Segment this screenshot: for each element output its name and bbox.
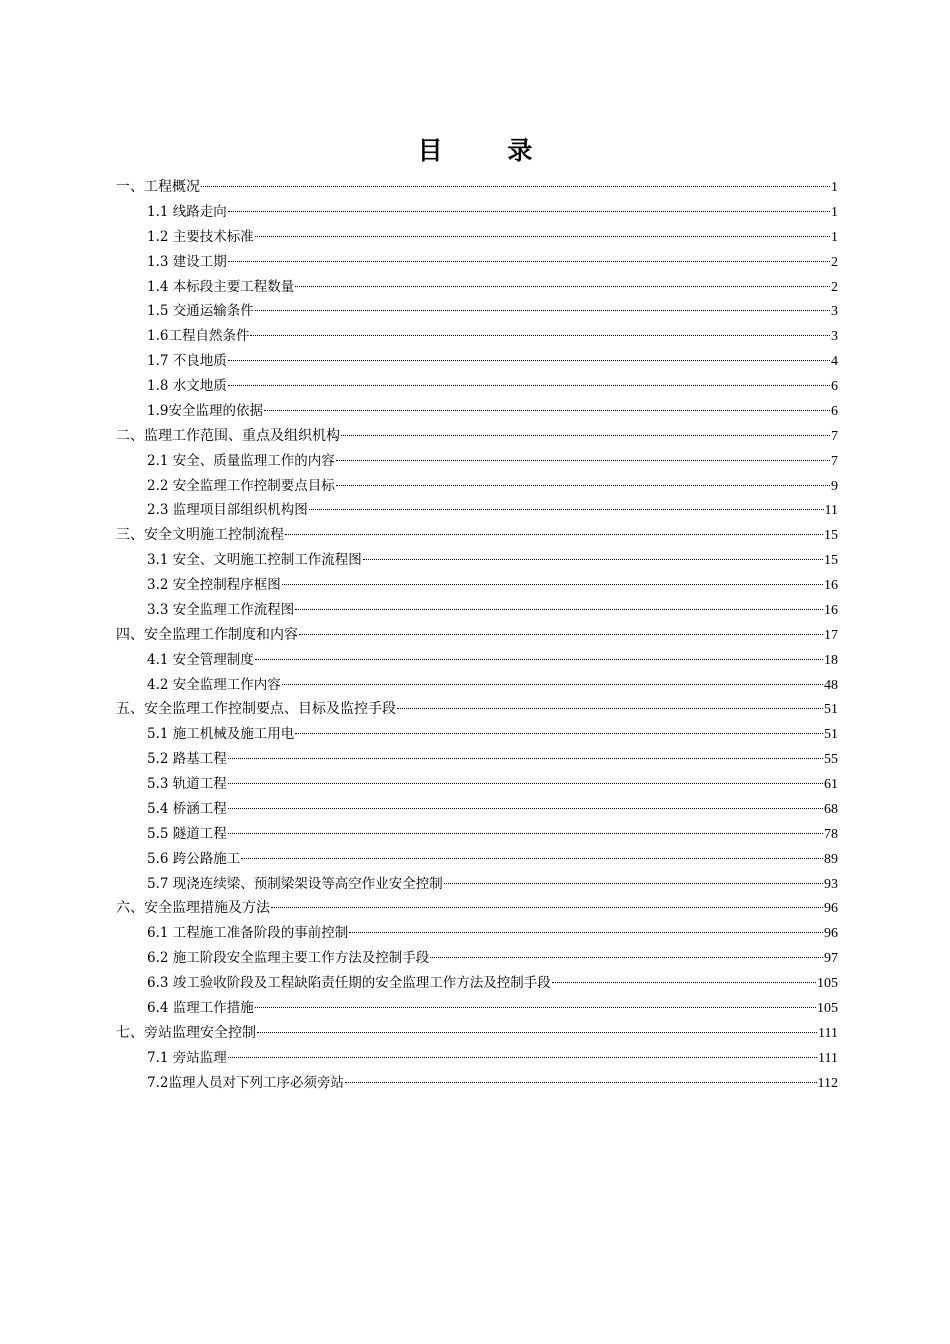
toc-chapter-entry[interactable] <box>116 424 838 449</box>
toc-dot-leader <box>201 186 830 187</box>
toc-dot-leader <box>295 286 830 287</box>
toc-section-entry[interactable] <box>116 772 838 797</box>
toc-section-entry[interactable] <box>116 946 838 971</box>
toc-dot-leader <box>336 485 830 486</box>
toc-section-entry[interactable] <box>116 747 838 772</box>
toc-entry-label: 2.2 安全监理工作控制要点目标 <box>147 477 335 494</box>
toc-chapter-entry[interactable] <box>116 523 838 548</box>
toc-page-number: 16 <box>824 578 838 593</box>
toc-dot-leader <box>295 609 823 610</box>
toc-section-entry[interactable] <box>116 250 838 275</box>
toc-dot-leader <box>250 335 830 336</box>
toc-page-number: 17 <box>824 627 838 643</box>
toc-entry-label: 5.3 轨道工程 <box>147 776 227 792</box>
toc-entry-label: 五、安全监理工作控制要点、目标及监控手段 <box>116 701 396 718</box>
toc-entry-label: 1.4 本标段主要工程数量 <box>147 278 295 295</box>
toc-section-entry[interactable] <box>116 498 838 523</box>
toc-page-number: 78 <box>824 826 838 842</box>
toc-chapter-entry[interactable] <box>116 175 838 200</box>
toc-entry-label: 七、旁站监理安全控制 <box>116 1024 256 1041</box>
toc-page-number: 6 <box>831 379 838 394</box>
toc-dot-leader <box>228 1057 817 1058</box>
toc-section-entry[interactable] <box>116 449 838 474</box>
toc-section-entry[interactable] <box>116 200 838 225</box>
toc-section-entry[interactable] <box>116 324 838 349</box>
toc-page-number: 111 <box>818 1050 838 1066</box>
toc-page-number: 11 <box>824 503 838 519</box>
toc-dot-leader <box>228 758 823 759</box>
toc-dot-leader <box>241 858 823 859</box>
toc-page-number: 1 <box>831 204 838 220</box>
toc-entry-label: 2.1 安全、质量监理工作的内容 <box>147 452 335 469</box>
toc-section-entry[interactable] <box>116 399 838 424</box>
toc-dot-leader <box>349 932 823 933</box>
toc-section-entry[interactable] <box>116 598 838 623</box>
toc-dot-leader <box>228 360 830 361</box>
toc-dot-leader <box>444 883 823 884</box>
toc-dot-leader <box>341 435 830 436</box>
toc-entry-label: 一、工程概况 <box>116 179 200 195</box>
toc-entry-label: 5.2 路基工程 <box>147 751 227 768</box>
toc-entry-label: 5.7 现浇连续梁、预制梁架设等高空作业安全控制 <box>147 875 443 892</box>
toc-chapter-entry[interactable] <box>116 623 838 648</box>
toc-page-number: 93 <box>824 876 838 892</box>
toc-page-number: 68 <box>824 801 838 817</box>
toc-dot-leader <box>255 1007 816 1008</box>
toc-entry-label: 6.2 施工阶段安全监理主要工作方法及控制手段 <box>147 950 430 967</box>
toc-dot-leader <box>363 559 823 560</box>
toc-section-entry[interactable] <box>116 225 838 250</box>
toc-dot-leader <box>228 261 830 262</box>
toc-section-entry[interactable] <box>116 573 838 598</box>
toc-section-entry[interactable] <box>116 349 838 374</box>
toc-dot-leader <box>295 733 823 734</box>
toc-entry-label: 四、安全监理工作制度和内容 <box>116 626 298 643</box>
toc-page-number: 2 <box>831 279 838 295</box>
toc-page-number: 51 <box>824 727 838 743</box>
toc-entry-label: 6.3 竣工验收阶段及工程缺陷责任期的安全监理工作方法及控制手段 <box>147 975 551 991</box>
toc-entry-label: 5.5 隧道工程 <box>147 825 227 842</box>
toc-page-number: 2 <box>831 254 838 270</box>
toc-dot-leader <box>228 385 830 386</box>
toc-page-number: 112 <box>817 1075 838 1091</box>
toc-entry-label: 7.2监理人员对下列工序必须旁站 <box>147 1074 344 1091</box>
toc-entry-label: 1.7 不良地质 <box>147 353 227 370</box>
toc-section-entry[interactable] <box>116 474 838 499</box>
toc-entry-label: 1.8 水文地质 <box>147 378 227 394</box>
toc-dot-leader <box>255 659 823 660</box>
toc-entry-label: 3.2 安全控制程序框图 <box>147 577 281 593</box>
toc-section-entry[interactable] <box>116 872 838 897</box>
toc-dot-leader <box>430 957 823 958</box>
toc-page-number: 7 <box>831 453 838 469</box>
toc-dot-leader <box>397 708 823 709</box>
toc-chapter-entry[interactable] <box>116 896 838 921</box>
toc-dot-leader <box>282 584 823 585</box>
toc-dot-leader <box>228 783 823 784</box>
toc-page-number: 48 <box>824 677 838 693</box>
toc-dot-leader <box>309 509 824 510</box>
toc-section-entry[interactable] <box>116 673 838 698</box>
toc-page-number: 1 <box>831 180 838 195</box>
toc-title: 目 录 <box>417 136 561 165</box>
toc-page-number: 4 <box>831 354 838 370</box>
toc-page-number: 16 <box>824 602 838 618</box>
toc-dot-leader <box>285 534 823 535</box>
toc-page-number: 7 <box>831 428 838 444</box>
toc-section-entry[interactable] <box>116 822 838 847</box>
toc-dot-leader <box>255 310 830 311</box>
toc-dot-leader <box>228 808 823 809</box>
toc-dot-leader <box>345 1082 817 1083</box>
toc-page-number: 6 <box>831 403 838 419</box>
toc-chapter-entry[interactable] <box>116 697 838 722</box>
toc-page-number: 105 <box>817 976 838 991</box>
toc-section-entry[interactable] <box>116 275 838 300</box>
toc-section-entry[interactable] <box>116 299 838 324</box>
toc-page-number: 96 <box>824 926 838 942</box>
toc-entry-label: 5.1 施工机械及施工用电 <box>147 726 295 743</box>
toc-entry-label: 4.1 安全管理制度 <box>147 651 254 668</box>
toc-dot-leader <box>228 211 830 212</box>
toc-page-number: 1 <box>831 229 838 245</box>
toc-dot-leader <box>228 833 823 834</box>
toc-page-number: 18 <box>824 652 838 668</box>
toc-section-entry[interactable] <box>116 847 838 872</box>
toc-dot-leader <box>282 684 823 685</box>
toc-dot-leader <box>271 907 823 908</box>
toc-section-entry[interactable] <box>116 548 838 573</box>
toc-entry-label: 1.2 主要技术标准 <box>147 228 254 245</box>
toc-chapter-entry[interactable] <box>116 1021 838 1046</box>
toc-page-number: 89 <box>824 851 838 867</box>
toc-entry-label: 5.4 桥涵工程 <box>147 800 227 817</box>
toc-page-number: 3 <box>831 329 838 345</box>
toc-entry-label: 7.1 旁站监理 <box>147 1049 227 1066</box>
toc-page-number: 15 <box>824 528 838 544</box>
toc-entry-label: 1.6工程自然条件 <box>147 328 250 345</box>
toc-entry-label: 2.3 监理项目部组织机构图 <box>147 502 308 519</box>
toc-list <box>116 175 838 1095</box>
toc-page-number: 111 <box>818 1025 838 1041</box>
toc-entry-label: 3.1 安全、文明施工控制工作流程图 <box>147 552 362 569</box>
toc-entry-label: 二、监理工作范围、重点及组织机构 <box>116 427 340 444</box>
toc-dot-leader <box>257 1032 817 1033</box>
toc-entry-label: 六、安全监理措施及方法 <box>116 900 270 917</box>
toc-section-entry[interactable] <box>116 722 838 747</box>
toc-page-number: 3 <box>831 304 838 320</box>
toc-section-entry[interactable] <box>116 921 838 946</box>
toc-page-number: 105 <box>817 1000 838 1016</box>
toc-entry-label: 6.1 工程施工准备阶段的事前控制 <box>147 925 349 942</box>
toc-entry-label: 1.1 线路走向 <box>147 203 227 220</box>
toc-section-entry[interactable] <box>116 971 838 996</box>
toc-entry-label: 3.3 安全监理工作流程图 <box>147 601 295 618</box>
toc-entry-label: 5.6 跨公路施工 <box>147 850 241 867</box>
toc-page-number: 97 <box>824 951 838 967</box>
toc-section-entry[interactable] <box>116 1071 838 1096</box>
toc-entry-label: 1.3 建设工期 <box>147 253 227 270</box>
toc-dot-leader <box>299 634 823 635</box>
toc-page-number: 15 <box>824 553 838 569</box>
toc-entry-label: 三、安全文明施工控制流程 <box>116 527 284 544</box>
toc-page-number: 9 <box>831 478 838 494</box>
toc-dot-leader <box>264 410 830 411</box>
toc-page-number: 51 <box>824 702 838 718</box>
toc-entry-label: 6.4 监理工作措施 <box>147 999 254 1016</box>
toc-section-entry[interactable] <box>116 996 838 1021</box>
toc-section-entry[interactable] <box>116 1046 838 1071</box>
toc-entry-label: 4.2 安全监理工作内容 <box>147 676 281 693</box>
toc-dot-leader <box>552 982 816 983</box>
toc-section-entry[interactable] <box>116 797 838 822</box>
toc-dot-leader <box>336 460 830 461</box>
toc-page-number: 55 <box>824 752 838 768</box>
toc-entry-label: 1.5 交通运输条件 <box>147 303 254 320</box>
toc-section-entry[interactable] <box>116 374 838 399</box>
toc-section-entry[interactable] <box>116 648 838 673</box>
toc-page-number: 96 <box>824 901 838 917</box>
toc-entry-label: 1.9安全监理的依据 <box>147 402 263 419</box>
toc-dot-leader <box>255 236 830 237</box>
toc-page-number: 61 <box>824 777 838 792</box>
